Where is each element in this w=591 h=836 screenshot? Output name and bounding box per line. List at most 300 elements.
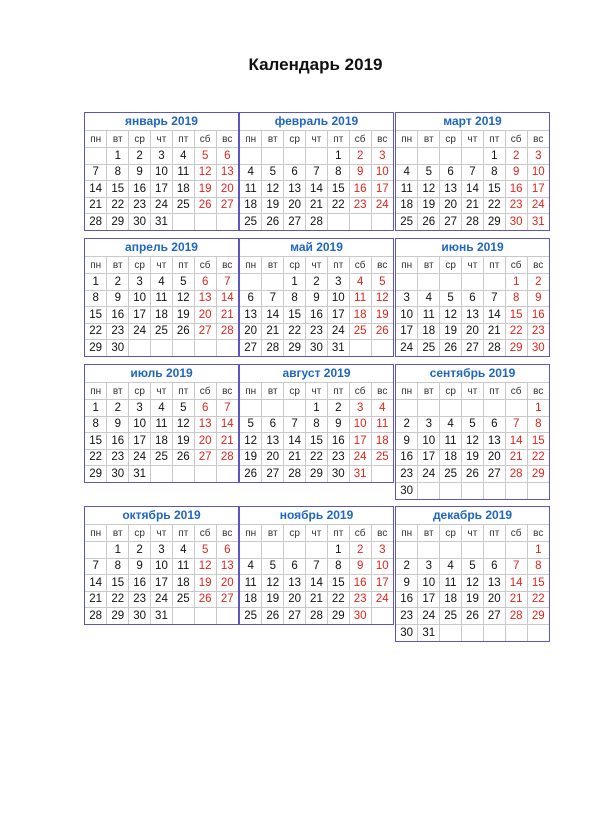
day-cell xyxy=(349,340,371,357)
week-row xyxy=(240,466,393,483)
day-cell xyxy=(440,148,462,165)
week-row xyxy=(396,542,549,559)
month-block xyxy=(395,238,550,357)
day-cell: 20 xyxy=(240,323,262,340)
day-cell: 8 xyxy=(527,558,549,575)
weekday-label: ср xyxy=(284,383,306,400)
day-cell: 23 xyxy=(505,197,527,214)
day-cell: 25 xyxy=(172,591,194,608)
day-cell xyxy=(371,214,393,231)
day-cell: 14 xyxy=(306,575,328,592)
weekday-header-row xyxy=(396,525,549,542)
day-cell: 22 xyxy=(327,591,349,608)
day-cell xyxy=(371,340,393,357)
day-cell xyxy=(262,542,284,559)
day-cell: 25 xyxy=(172,197,194,214)
day-cell: 12 xyxy=(462,433,484,450)
day-cell xyxy=(418,400,440,417)
day-cell: 16 xyxy=(505,181,527,198)
day-cell: 16 xyxy=(396,591,418,608)
day-cell: 21 xyxy=(284,449,306,466)
day-cell: 12 xyxy=(371,290,393,307)
weekday-label: вс xyxy=(216,383,238,400)
day-cell: 24 xyxy=(327,323,349,340)
day-cell: 11 xyxy=(172,558,194,575)
day-cell: 13 xyxy=(216,164,238,181)
day-cell: 3 xyxy=(327,274,349,291)
day-cell: 7 xyxy=(85,558,107,575)
day-cell: 12 xyxy=(262,575,284,592)
day-cell: 9 xyxy=(349,558,371,575)
day-cell: 10 xyxy=(327,290,349,307)
day-cell: 24 xyxy=(371,197,393,214)
day-cell: 13 xyxy=(216,558,238,575)
day-cell: 14 xyxy=(85,181,107,198)
day-cell: 3 xyxy=(151,542,173,559)
day-cell xyxy=(440,400,462,417)
month-title: октябрь 2019 xyxy=(85,507,238,525)
day-cell xyxy=(462,542,484,559)
day-cell: 11 xyxy=(440,433,462,450)
day-cell xyxy=(396,148,418,165)
day-cell: 7 xyxy=(284,416,306,433)
day-cell: 2 xyxy=(505,148,527,165)
day-cell: 6 xyxy=(194,400,216,417)
day-cell: 6 xyxy=(262,416,284,433)
day-cell: 28 xyxy=(306,214,328,231)
day-cell: 13 xyxy=(240,307,262,324)
day-cell: 11 xyxy=(396,181,418,198)
weekday-header-row xyxy=(240,131,393,148)
day-cell: 5 xyxy=(262,558,284,575)
day-cell: 4 xyxy=(396,164,418,181)
day-cell: 18 xyxy=(349,307,371,324)
weekday-label: сб xyxy=(505,525,527,542)
day-cell: 13 xyxy=(262,433,284,450)
weekday-label: вс xyxy=(216,257,238,274)
day-cell xyxy=(216,608,238,625)
day-cell: 20 xyxy=(284,591,306,608)
day-cell: 9 xyxy=(349,164,371,181)
day-cell: 13 xyxy=(462,307,484,324)
day-cell: 29 xyxy=(85,340,107,357)
day-cell xyxy=(418,274,440,291)
day-cell xyxy=(396,400,418,417)
day-cell: 22 xyxy=(527,449,549,466)
day-cell: 23 xyxy=(527,323,549,340)
weekday-label: вт xyxy=(107,131,129,148)
day-cell: 15 xyxy=(483,181,505,198)
weekday-label: вт xyxy=(262,525,284,542)
day-cell: 10 xyxy=(129,290,151,307)
day-cell: 14 xyxy=(216,416,238,433)
day-cell: 22 xyxy=(483,197,505,214)
weekday-label: ср xyxy=(129,257,151,274)
weekday-header-row xyxy=(85,131,238,148)
day-cell: 15 xyxy=(327,575,349,592)
day-cell: 31 xyxy=(151,214,173,231)
day-cell: 7 xyxy=(216,400,238,417)
day-cell: 15 xyxy=(527,433,549,450)
day-cell: 9 xyxy=(327,416,349,433)
day-cell: 27 xyxy=(284,608,306,625)
day-cell: 3 xyxy=(349,400,371,417)
weekday-label: вс xyxy=(371,131,393,148)
month-table xyxy=(85,383,238,482)
day-cell: 9 xyxy=(306,290,328,307)
day-cell: 7 xyxy=(262,290,284,307)
day-cell: 10 xyxy=(371,558,393,575)
weekday-label: вт xyxy=(418,525,440,542)
weekday-label: пт xyxy=(172,257,194,274)
week-row xyxy=(85,542,238,559)
day-cell xyxy=(151,466,173,483)
week-row xyxy=(396,148,549,165)
day-cell: 1 xyxy=(527,400,549,417)
week-row xyxy=(396,400,549,417)
day-cell: 19 xyxy=(262,197,284,214)
day-cell: 6 xyxy=(284,558,306,575)
day-cell: 8 xyxy=(505,290,527,307)
day-cell: 19 xyxy=(371,307,393,324)
day-cell: 4 xyxy=(440,416,462,433)
day-cell: 9 xyxy=(505,164,527,181)
day-cell: 4 xyxy=(240,164,262,181)
day-cell xyxy=(240,542,262,559)
day-cell: 16 xyxy=(129,181,151,198)
weekday-header-row xyxy=(396,383,549,400)
day-cell xyxy=(262,274,284,291)
week-row xyxy=(396,323,549,340)
day-cell: 13 xyxy=(483,433,505,450)
day-cell: 16 xyxy=(107,307,129,324)
day-cell: 10 xyxy=(151,558,173,575)
day-cell xyxy=(240,400,262,417)
week-row xyxy=(85,164,238,181)
day-cell: 15 xyxy=(107,181,129,198)
week-row xyxy=(85,575,238,592)
day-cell: 28 xyxy=(505,466,527,483)
weekday-label: пт xyxy=(483,383,505,400)
day-cell: 24 xyxy=(418,608,440,625)
week-row xyxy=(396,449,549,466)
day-cell: 22 xyxy=(85,449,107,466)
day-cell: 30 xyxy=(349,608,371,625)
weekday-label: пн xyxy=(85,131,107,148)
day-cell: 20 xyxy=(284,197,306,214)
day-cell: 26 xyxy=(172,323,194,340)
day-cell: 19 xyxy=(462,591,484,608)
month-title: июнь 2019 xyxy=(396,239,549,257)
day-cell: 8 xyxy=(483,164,505,181)
day-cell: 31 xyxy=(531,216,545,228)
day-cell xyxy=(240,274,262,291)
month-block xyxy=(395,364,550,500)
day-cell: 4 xyxy=(349,274,371,291)
day-cell: 15 xyxy=(306,433,328,450)
weekday-header-row xyxy=(85,383,238,400)
weekday-label: пн xyxy=(396,525,418,542)
day-cell: 19 xyxy=(440,323,462,340)
weekday-label: сб xyxy=(505,383,527,400)
day-cell: 18 xyxy=(396,197,418,214)
day-cell: 27 xyxy=(262,466,284,483)
weekday-label: ср xyxy=(284,525,306,542)
week-row xyxy=(396,290,549,307)
month-table xyxy=(240,383,393,482)
day-cell: 2 xyxy=(306,274,328,291)
day-cell: 25 xyxy=(440,608,462,625)
day-cell xyxy=(527,482,549,499)
day-cell: 6 xyxy=(194,274,216,291)
week-row xyxy=(396,416,549,433)
day-cell: 18 xyxy=(418,323,440,340)
day-cell: 7 xyxy=(483,290,505,307)
day-cell: 30 xyxy=(129,214,151,231)
day-cell: 28 xyxy=(262,340,284,357)
day-cell xyxy=(284,400,306,417)
weekday-label: ср xyxy=(129,383,151,400)
day-cell: 26 xyxy=(462,608,484,625)
weekday-label: вт xyxy=(418,131,440,148)
day-cell: 7 xyxy=(505,558,527,575)
day-cell: 16 xyxy=(129,575,151,592)
day-cell xyxy=(172,214,194,231)
day-cell xyxy=(129,340,151,357)
month-block xyxy=(84,238,239,357)
weekday-label: ср xyxy=(440,525,462,542)
day-cell: 16 xyxy=(306,307,328,324)
weekday-label: пт xyxy=(327,525,349,542)
day-cell: 5 xyxy=(418,164,440,181)
week-row xyxy=(240,449,393,466)
day-cell: 23 xyxy=(396,608,418,625)
day-cell xyxy=(85,542,107,559)
day-cell xyxy=(396,542,418,559)
week-row xyxy=(396,558,549,575)
day-cell: 28 xyxy=(216,449,238,466)
day-cell: 29 xyxy=(483,214,505,231)
day-cell: 17 xyxy=(129,433,151,450)
week-row xyxy=(396,197,549,214)
week-row xyxy=(396,575,549,592)
week-row xyxy=(240,307,393,324)
day-cell: 27 xyxy=(483,608,505,625)
day-cell: 28 xyxy=(505,608,527,625)
weekday-label: ср xyxy=(440,257,462,274)
day-cell: 19 xyxy=(262,591,284,608)
week-row xyxy=(85,433,238,450)
month-block xyxy=(395,506,550,642)
day-cell: 11 xyxy=(440,575,462,592)
week-row xyxy=(85,323,238,340)
day-cell xyxy=(527,624,549,641)
day-cell: 25 xyxy=(349,323,371,340)
weekday-label: вт xyxy=(107,257,129,274)
weekday-label: вт xyxy=(418,383,440,400)
week-row xyxy=(240,558,393,575)
weekday-label: пн xyxy=(240,383,262,400)
day-cell: 25 xyxy=(440,466,462,483)
day-cell: 26 xyxy=(440,340,462,357)
day-cell: 23 xyxy=(129,591,151,608)
day-cell xyxy=(327,214,349,231)
day-cell: 6 xyxy=(483,416,505,433)
day-cell: 19 xyxy=(172,433,194,450)
day-cell: 28 xyxy=(85,608,107,625)
day-cell: 11 xyxy=(418,307,440,324)
day-cell: 27 xyxy=(216,197,238,214)
weekday-label: сб xyxy=(349,525,371,542)
day-cell: 8 xyxy=(284,290,306,307)
day-cell xyxy=(396,274,418,291)
month-title: февраль 2019 xyxy=(240,113,393,131)
week-row xyxy=(396,482,549,499)
day-cell: 31 xyxy=(349,466,371,483)
day-cell: 12 xyxy=(240,433,262,450)
day-cell: 27 xyxy=(194,449,216,466)
day-cell xyxy=(151,340,173,357)
day-cell: 11 xyxy=(151,416,173,433)
day-cell: 18 xyxy=(240,591,262,608)
day-cell: 6 xyxy=(440,164,462,181)
day-cell: 28 xyxy=(462,214,484,231)
day-cell: 29 xyxy=(527,466,549,483)
day-cell: 24 xyxy=(129,449,151,466)
day-cell: 7 xyxy=(462,164,484,181)
week-row xyxy=(85,400,238,417)
day-cell: 4 xyxy=(151,274,173,291)
day-cell: 18 xyxy=(151,433,173,450)
day-cell: 17 xyxy=(349,433,371,450)
day-cell: 12 xyxy=(194,558,216,575)
weekday-label: пт xyxy=(483,525,505,542)
week-row xyxy=(85,290,238,307)
day-cell: 20 xyxy=(194,307,216,324)
day-cell xyxy=(172,608,194,625)
week-row xyxy=(240,164,393,181)
day-cell: 27 xyxy=(216,591,238,608)
day-cell xyxy=(194,608,216,625)
week-row xyxy=(240,214,393,231)
day-cell: 14 xyxy=(85,575,107,592)
day-cell: 21 xyxy=(216,307,238,324)
day-cell: 11 xyxy=(172,164,194,181)
day-cell: 29 xyxy=(85,466,107,483)
month-table xyxy=(85,257,238,356)
weekday-label: ср xyxy=(129,131,151,148)
day-cell: 9 xyxy=(129,164,151,181)
day-cell: 30 xyxy=(396,482,418,499)
day-cell: 29 xyxy=(306,466,328,483)
day-cell xyxy=(306,542,328,559)
day-cell: 16 xyxy=(107,433,129,450)
day-cell: 8 xyxy=(107,164,129,181)
day-cell xyxy=(284,542,306,559)
weekday-label: вс xyxy=(371,257,393,274)
day-cell: 21 xyxy=(462,197,484,214)
weekday-label: вс xyxy=(216,131,238,148)
day-cell: 15 xyxy=(85,433,107,450)
day-cell: 24 xyxy=(396,340,418,357)
week-row xyxy=(240,416,393,433)
day-cell: 2 xyxy=(396,416,418,433)
week-row xyxy=(240,400,393,417)
week-row xyxy=(85,197,238,214)
weekday-label: пт xyxy=(172,383,194,400)
weekday-label: сб xyxy=(349,131,371,148)
weekday-label: ср xyxy=(284,257,306,274)
day-cell: 10 xyxy=(527,164,549,181)
month-block xyxy=(84,364,239,483)
day-cell: 25 xyxy=(151,449,173,466)
day-cell xyxy=(262,400,284,417)
day-cell: 21 xyxy=(85,591,107,608)
day-cell: 2 xyxy=(129,148,151,165)
day-cell: 10 xyxy=(151,164,173,181)
day-cell: 7 xyxy=(505,416,527,433)
day-cell xyxy=(418,482,440,499)
day-cell xyxy=(284,148,306,165)
day-cell: 6 xyxy=(216,542,238,559)
day-cell: 29 xyxy=(527,608,549,625)
day-cell: 17 xyxy=(371,181,393,198)
day-cell: 25 xyxy=(240,608,262,625)
day-cell: 15 xyxy=(327,181,349,198)
day-cell xyxy=(418,148,440,165)
day-cell: 25 xyxy=(371,449,393,466)
day-cell: 11 xyxy=(240,181,262,198)
day-cell xyxy=(462,148,484,165)
week-row xyxy=(240,197,393,214)
day-cell: 22 xyxy=(85,323,107,340)
month-table xyxy=(240,131,393,230)
week-row xyxy=(85,307,238,324)
week-row xyxy=(240,591,393,608)
day-cell xyxy=(371,466,393,483)
weekday-label: сб xyxy=(194,383,216,400)
day-cell: 9 xyxy=(527,290,549,307)
weekday-label: пт xyxy=(172,131,194,148)
day-cell: 25 xyxy=(396,214,418,231)
week-row xyxy=(85,214,238,231)
day-cell: 24 xyxy=(527,197,549,214)
weekday-label: пт xyxy=(172,525,194,542)
day-cell: 13 xyxy=(194,416,216,433)
weekday-label: сб xyxy=(194,131,216,148)
day-cell: 2 xyxy=(327,400,349,417)
weekday-label: пн xyxy=(85,383,107,400)
weekday-label: чт xyxy=(306,257,328,274)
day-cell: 21 xyxy=(306,197,328,214)
day-cell: 27 xyxy=(440,214,462,231)
day-cell: 1 xyxy=(527,542,549,559)
day-cell: 27 xyxy=(462,340,484,357)
day-cell: 21 xyxy=(262,323,284,340)
month-table xyxy=(240,525,393,624)
week-row xyxy=(396,591,549,608)
week-row xyxy=(85,608,238,625)
day-cell: 25 xyxy=(418,340,440,357)
weekday-label: сб xyxy=(505,131,527,148)
day-cell: 4 xyxy=(440,558,462,575)
day-cell: 22 xyxy=(107,197,129,214)
day-cell: 17 xyxy=(151,181,173,198)
month-block xyxy=(239,112,394,231)
week-row xyxy=(240,608,393,625)
week-row xyxy=(396,608,549,625)
page-title: Календарь 2019 xyxy=(248,55,383,74)
